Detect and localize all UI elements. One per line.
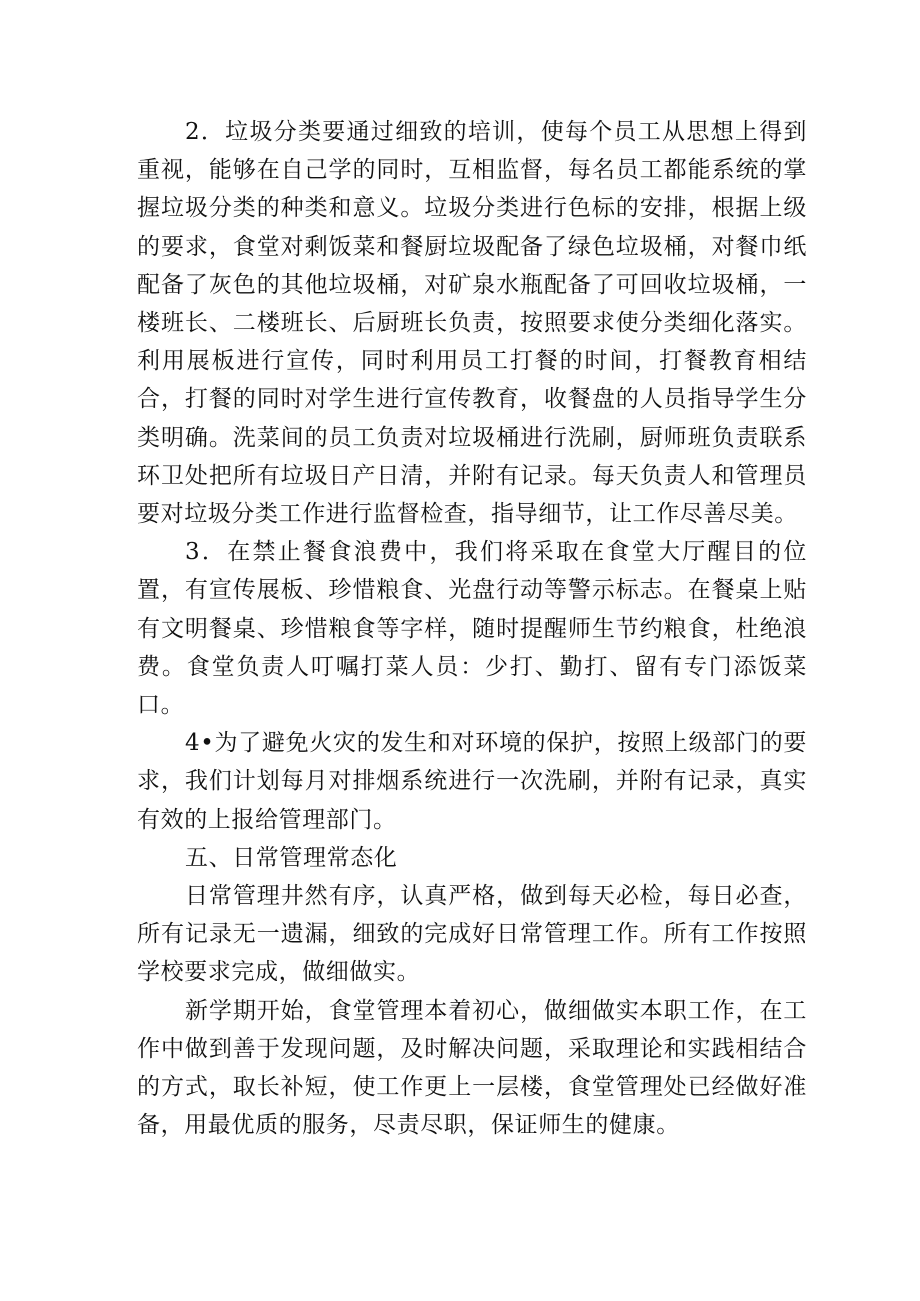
- paragraph-waste-sorting: 2．垃圾分类要通过细致的培训，使每个员工从思想上得到重视，能够在自己学的同时，互相监督，每名员工都能系统的掌握垃圾分类的种类和意义。垃圾分类进行色标的安排，根据上级的要求，食堂对剩饭菜和餐厨垃圾配备了绿色垃圾桶，对餐巾纸配备了灰色的其他垃圾桶，对矿泉水瓶配备了可回收垃圾桶，一楼班长、二楼班长、后厨班长负责，按照要求使分类细化落实。利用展板进行宣传，同时利用员工打餐的时间，打餐教育相结合，打餐的同时对学生进行宣传教育，收餐盘的人员指导学生分类明确。洗菜间的员工负责对垃圾桶进行洗刷，厨师班负责联系环卫处把所有垃圾日产日清，并附有记录。每天负责人和管理员要对垃圾分类工作进行监督检查，指导细节，让工作尽善尽美。: [137, 119, 807, 528]
- paragraph-new-semester: 新学期开始，食堂管理本着初心，做细做实本职工作，在工作中做到善于发现问题，及时解决问题，采取理论和实践相结合的方式，取长补短，使工作更上一层楼，食堂管理处已经做好准备，用最优质的服务，尽责尽职，保证师生的健康。: [137, 997, 807, 1139]
- paragraph-fire-safety: 4•为了避免火灾的发生和对环境的保护，按照上级部门的要求，我们计划每月对排烟系统进行一次洗刷，并附有记录，真实有效的上报给管理部门。: [137, 730, 807, 833]
- document-body: [137, 113, 807, 1144]
- section-heading-daily-management: 五、日常管理常态化: [185, 844, 398, 871]
- paragraph-daily-management: 日常管理井然有序，认真严格，做到每天必检，每日必查，所有记录无一遗漏，细致的完成好日常管理工作。所有工作按照学校要求完成，做细做实。: [137, 883, 807, 986]
- paragraph-food-waste: 3．在禁止餐食浪费中，我们将采取在食堂大厅醒目的位置，有宣传展板、珍惜粮食、光盘行动等警示标志。在餐桌上贴有文明餐桌、珍惜粮食等字样，随时提醒师生节约粮食，杜绝浪费。食堂负责人叮嘱打菜人员：少打、勤打、留有专门添饭菜口。: [137, 539, 807, 719]
